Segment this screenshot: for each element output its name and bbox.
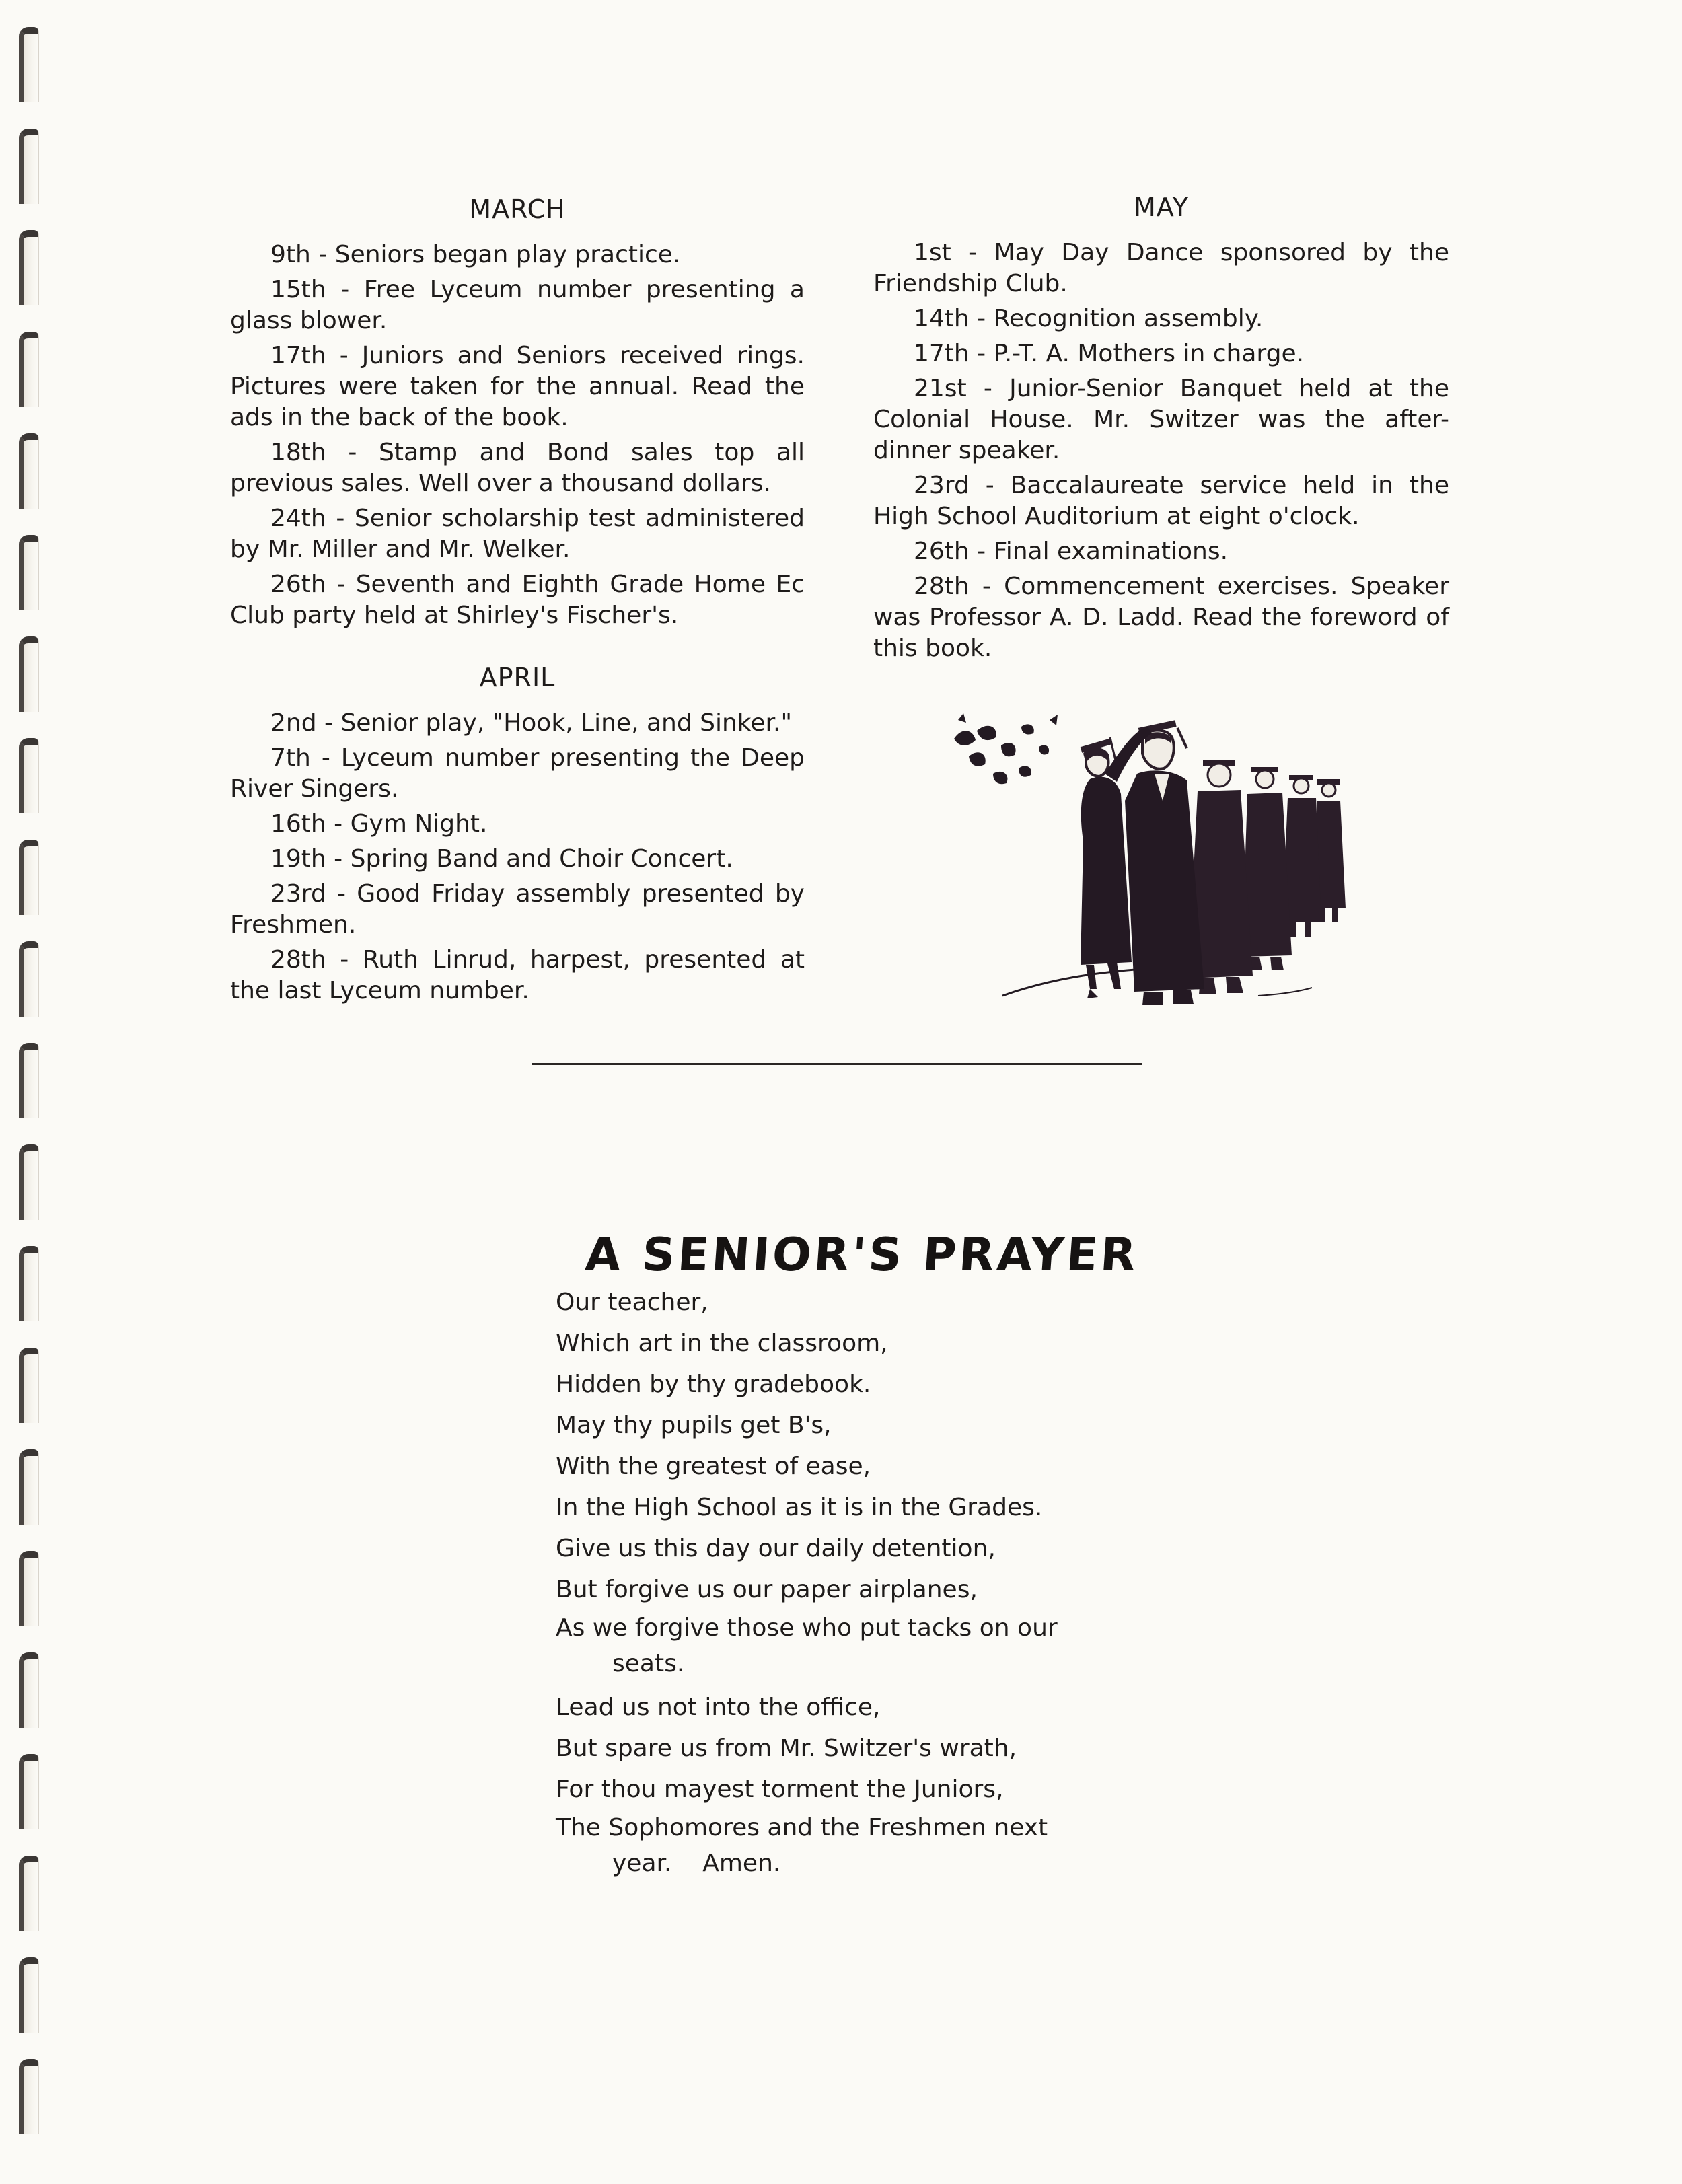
calendar-entry: 26th - Seventh and Eighth Grade Home Ec Club party held at Shirley's Fischer's. xyxy=(230,571,805,629)
calendar-entry: 19th - Spring Band and Choir Concert. xyxy=(270,845,733,873)
binding-hole xyxy=(19,1144,39,1220)
binding-hole xyxy=(19,129,39,204)
binding-hole xyxy=(19,1856,39,1931)
calendar-entry: 7th - Lyceum number presenting the Deep River Singers. xyxy=(230,744,805,803)
poem-line: For thou mayest torment the Juniors, xyxy=(556,1776,1004,1803)
poem-line-text: The Sophomores and the Freshmen next xyxy=(556,1814,1048,1842)
month-heading-march: MARCH xyxy=(469,194,566,224)
binding-hole xyxy=(19,840,39,915)
poem-line: Our teacher, xyxy=(556,1288,708,1316)
calendar-entry: 15th - Free Lyceum number presenting a glass blower. xyxy=(230,276,805,334)
binding-hole xyxy=(19,433,39,509)
binding-hole xyxy=(19,2059,39,2134)
poem-line: With the greatest of ease, xyxy=(556,1453,871,1480)
calendar-entry: 1st - May Day Dance sponsored by the Friendship Club. xyxy=(873,239,1449,297)
calendar-entry: 9th - Seniors began play practice. xyxy=(270,241,681,268)
calendar-entry: 18th - Stamp and Bond sales top all previous sales. Well over a thousand dollars. xyxy=(230,439,805,497)
poem-line: But spare us from Mr. Switzer's wrath, xyxy=(556,1735,1017,1762)
poem-line: But forgive us our paper airplanes, xyxy=(556,1576,978,1603)
binding-hole xyxy=(19,1348,39,1423)
calendar-entry: 17th - Juniors and Seniors received rings. Pictures were taken for the annual. Read the ads in the back of the book. xyxy=(230,342,805,431)
month-heading-may: MAY xyxy=(1133,192,1190,222)
leaves-icon xyxy=(954,713,1058,784)
calendar-entry: 28th - Ruth Linrud, harpest, presented at the last Lyceum number. xyxy=(230,946,805,1005)
binding-hole xyxy=(19,27,39,102)
poem-line: Lead us not into the office, xyxy=(556,1694,881,1721)
calendar-entry: 16th - Gym Night. xyxy=(270,810,488,838)
prayer-title: A SENIOR'S PRAYER xyxy=(583,1228,1140,1282)
calendar-entry: 24th - Senior scholarship test administered by Mr. Miller and Mr. Welker. xyxy=(230,505,805,563)
binding-hole xyxy=(19,535,39,610)
poem-line: May thy pupils get B's, xyxy=(556,1412,832,1439)
calendar-left-column xyxy=(230,194,805,1011)
calendar-entry: 17th - P.-T. A. Mothers in charge. xyxy=(914,340,1305,367)
poem-line: Which art in the classroom, xyxy=(556,1330,888,1357)
month-heading-april: APRIL xyxy=(479,663,556,692)
binding-hole xyxy=(19,941,39,1017)
binding-hole xyxy=(19,1246,39,1321)
binding-hole xyxy=(19,1043,39,1118)
poem-line: Hidden by thy gradebook. xyxy=(556,1371,871,1398)
calendar-entry: 23rd - Good Friday assembly presented by Freshmen. xyxy=(230,880,805,939)
spiral-binding xyxy=(19,27,46,2153)
graduation-procession-illustration xyxy=(949,706,1393,1029)
calendar-entry: 26th - Final examinations. xyxy=(914,538,1229,565)
poem-line xyxy=(556,1810,1148,1881)
binding-hole xyxy=(19,1957,39,2033)
calendar-entry: 23rd - Baccalaureate service held in the High School Auditorium at eight o'clock. xyxy=(873,472,1449,530)
binding-hole xyxy=(19,1449,39,1525)
section-divider xyxy=(532,1063,1142,1065)
male-graduate-figure xyxy=(1125,720,1204,1005)
poem-line-text: As we forgive those who put tacks on our xyxy=(556,1614,1058,1642)
calendar-entry: 28th - Commencement exercises. Speaker was Professor A. D. Ladd. Read the foreword of this book. xyxy=(873,573,1449,662)
poem-line: In the High School as it is in the Grades. xyxy=(556,1494,1043,1521)
binding-hole xyxy=(19,230,39,305)
binding-hole xyxy=(19,332,39,407)
calendar-right-column xyxy=(873,192,1449,668)
binding-hole xyxy=(19,636,39,712)
prayer-poem xyxy=(556,1282,1148,1887)
poem-line-continuation: seats. xyxy=(612,1650,685,1677)
poem-line xyxy=(556,1610,1148,1681)
calendar-entry: 14th - Recognition assembly. xyxy=(914,305,1264,332)
binding-hole xyxy=(19,1551,39,1626)
calendar-entry: 2nd - Senior play, "Hook, Line, and Sinker." xyxy=(270,709,793,737)
poem-line-continuation: year. Amen. xyxy=(612,1850,781,1877)
binding-hole xyxy=(19,1754,39,1829)
binding-hole xyxy=(19,1652,39,1728)
poem-line: Give us this day our daily detention, xyxy=(556,1535,996,1562)
calendar-entry: 21st - Junior-Senior Banquet held at the Colonial House. Mr. Switzer was the after-dinner speaker. xyxy=(873,375,1449,464)
binding-hole xyxy=(19,738,39,813)
